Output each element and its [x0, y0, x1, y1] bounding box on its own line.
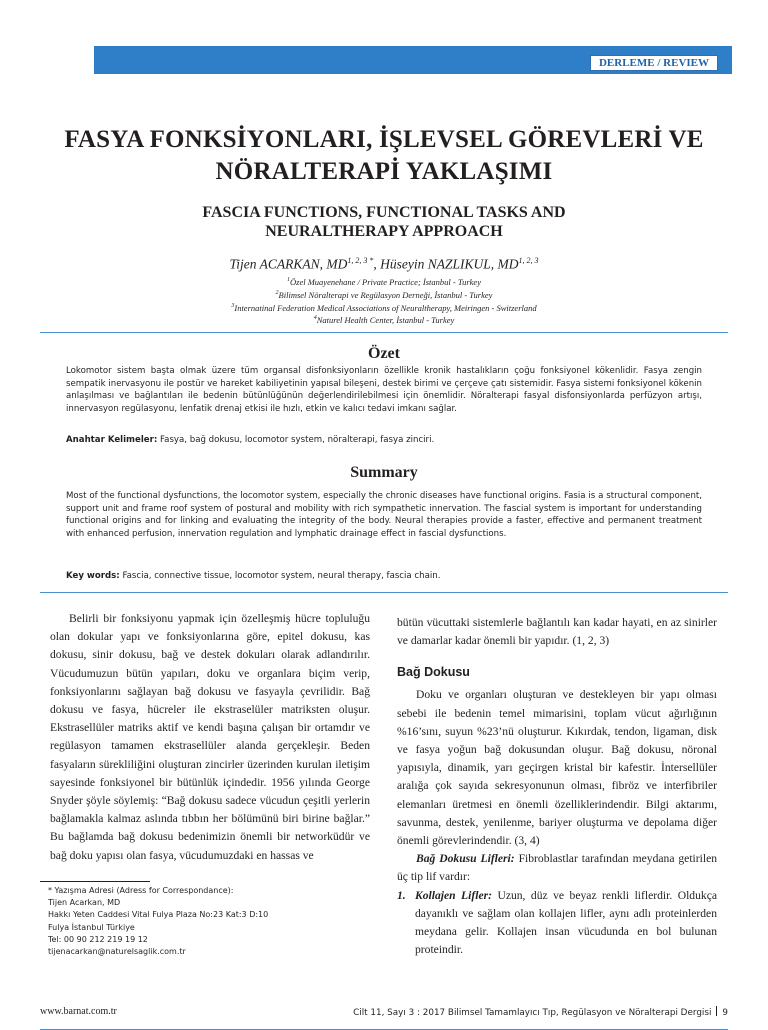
divider-after-abstracts — [40, 592, 728, 593]
ozet-keywords-text: Fasya, bağ dokusu, locomotor system, nöralterapi, fasya zinciri. — [160, 435, 435, 445]
intro-paragraph: Belirli bir fonksiyonu yapmak için özelleşmiş hücre topluluğu olan dokular yapı ve fonksiyonlarına göre, epitel dokusu, kas dokusu, sinir dokusu, bağ ve destek dokuları olarak adlandırılır. Vücudumuzun bütün yapıları, doku ve organlara biçim verip, fonksiyonlarını sağlayan bağ dokusu ve fasyayla çevrilidir. Bağ dokusu ve fasya, hücreler ile ekstraselüler matriksten oluşur. Ekstrasellüler matriks aktif ve kendi başına çalışan bir ortamdır ve regülasyon tamamen ekstrasellüler alanda gerçekleşir. Beden fasyaların sürekliliğini oluşturan zincirler üzerinden kurulan iletişim sayesinde fonksiyonel bir bütünlük içindedir. 1956 yılında George Snyder şöyle söylemiş: “Bağ dokusu sadece vücudun çeşitli yerlerin bağlamakla kalmaz aslında tıbbın her bölümünü biri birine bağlar.” Bu bağlamda bağ dokusu bedenimizin önemli bir networküdür ve bağ doku yapısı olan fasya, vücudumuzdaki en hassas ve — [50, 612, 370, 862]
footer-separator — [716, 1006, 717, 1016]
author-1-affil-marks: 1, 2, 3 * — [347, 256, 374, 265]
list-item — [397, 887, 717, 960]
summary-heading: Summary — [350, 464, 418, 481]
fibers-paragraph — [397, 850, 717, 886]
affiliation-1: $^1$Özel Muayenehane / Private Practice; İstanbul - Turkey — [287, 276, 481, 287]
ozet-heading: Özet — [368, 345, 400, 362]
page-number: 9 — [722, 1008, 728, 1018]
title-english-line-2: NEURALTHERAPY APPROACH — [265, 223, 503, 240]
correspondence-footnote: * Yazışma Adresi (Adress for Correspondance): Tijen Acarkan, MD Hakkı Yeten Caddesi Vital Fulya Plaza No:23 Kat:3 D:10 Fulya İstanbul Türkiye Tel: 00 90 212 219 19 12 tijenacarkan@naturelsaglik.com.tr — [48, 885, 368, 958]
summary-keywords-text: Fascia, connective tissue, locomotor system, neural therapy, fascia chain. — [122, 571, 441, 581]
affiliation-4: $^4$Naturel Health Center, İstanbul - Turkey — [313, 315, 455, 326]
list-item-text: Uzun, düz ve beyaz renkli liflerdir. Oldukça dayanıklı ve sağlam olan kollajen lifler, aynı adlı proteinlerden meydana gelir. Kollajen insan vücudunda en bol bulunan proteindir. — [415, 888, 717, 957]
ozet-keywords-label: Anahtar Kelimeler: — [66, 435, 158, 445]
ozet-body: Lokomotor sistem başta olmak üzere tüm organsal disfonksiyonların özellikle kronik hastalıkların çoğu fonksiyonel kökenlidir. Fasya zengin sempatik inervasyonu ile postür ve hareket kabiliyetinin yapısal bileşeni, destek birimi ve çerçeve çatı sistemidir. Fasya sistemi fonksiyonel kökenin anlaşılması ve bağlantıları ile bedenin bütünlüğünün değerlendirilebilmesi için önemlidir. Nöralterapi fasyal disfonsiyonlarda perfüzyon artışı, innervasyon regülasyonu, lenfatik drenaj etkisi ile hızlı, etkin ve kalıcı tedavi imkanı sağlar. — [66, 366, 702, 414]
article-type-badge: DERLEME / REVIEW — [590, 55, 718, 71]
footer-citation: Cilt 11, Sayı 3 : 2017 Bilimsel Tamamlayıcı Tıp, Regülasyon ve Nöralterapi Dergisi — [353, 1008, 712, 1018]
affiliation-3: $^3$Internatinal Federation Medical Associations of Neuraltherapy, Meiringen - Switzerland — [231, 302, 537, 313]
author-2-affil-marks: 1, 2, 3 — [518, 256, 539, 265]
footnote-rule — [40, 881, 150, 882]
affiliation-2: $^2$Bilimsel Nöralterapi ve Regülasyon Derneği, İstanbul - Turkey — [275, 289, 493, 300]
affiliation-list — [40, 275, 728, 326]
ozet-keywords — [66, 434, 702, 446]
list-item-number: 1. — [397, 888, 406, 902]
title-turkish — [40, 124, 728, 188]
bag-dokusu-paragraph: Doku ve organları oluşturan ve destekleyen bir yapı olması sebebi ile bedenin temel mimarisini, toplam vücut ağırlığının %16’sını, suyun %23’nü oluşturur. Kıkırdak, tendon, ligaman, disk ve fasya yoğun bağ dokusundan oluşur. Bağ dokusu, nöronal yapısıyla, dinamik, yarı geçirgen kristal bir kafestir. İntersellüler aralığa çok sayıda sekresyonunun olması, fibröz ve interfibriler elemanları üretmesi en önemli özelliklerindendir. Bilgi aktarımı, savunma, destek, yenilenme, bariyer oluşturma ve depolama diğer önemli görevlerindendir. (3, 4) — [397, 688, 717, 848]
left-column — [50, 610, 370, 865]
title-english — [40, 203, 728, 241]
divider-after-affiliations — [40, 332, 728, 333]
title-turkish-line-1: FASYA FONKSİYONLARI, İŞLEVSEL GÖREVLERİ VE — [64, 126, 704, 153]
summary-body: Most of the functional dysfunctions, the locomotor system, especially the chronic diseases have functional origins. Fasia is a structural component, support unit and frame roof system of postural and mobility with rich sympathetic innervation. The fascial system is important for understanding functional origins and for linking and evaluating the integrity of the body. Neural therapies provide a faster, effective and permanent treatment with enhanced perfusion, innervation regulation and lymphatic drainage effect in fascial dysfunctions. — [66, 491, 702, 539]
section-heading-bag-dokusu: Bağ Dokusu — [397, 665, 470, 680]
fibers-text: Fibroblastlar tarafından meydana getirilen üç tip lif vardır: — [397, 852, 718, 884]
footer-journal-info — [353, 1006, 728, 1018]
right-column — [397, 614, 717, 959]
continued-paragraph: bütün vücuttaki sistemlerle bağlantılı kan kadar hayati, en az sinirler ve damarlar kadar önemli bir yapıdır. (1, 2, 3) — [397, 616, 717, 648]
footer-website: www.barnat.com.tr — [40, 1006, 117, 1017]
title-turkish-line-2: NÖRALTERAPİ YAKLAŞIMI — [215, 158, 553, 185]
summary-keywords — [66, 570, 702, 582]
fibers-label: Bağ Dokusu Lifleri: — [416, 852, 515, 866]
correspondence-email: tijenacarkan@naturelsaglik.com.tr — [48, 947, 186, 957]
title-english-line-1: FASCIA FUNCTIONS, FUNCTIONAL TASKS AND — [202, 204, 566, 221]
author-1-name: Tijen ACARKAN, MD — [229, 256, 348, 272]
summary-keywords-label: Key words: — [66, 571, 120, 581]
list-item-label: Kollajen Lifler: — [415, 888, 492, 902]
author-list: Tijen ACARKAN, $MD^{1, 2, 3 *}$, Hüseyin NAZLIKUL, MD$^{1, 2, 3}$ — [229, 256, 539, 272]
author-2-name: Hüseyin NAZLIKUL, MD — [380, 256, 519, 272]
